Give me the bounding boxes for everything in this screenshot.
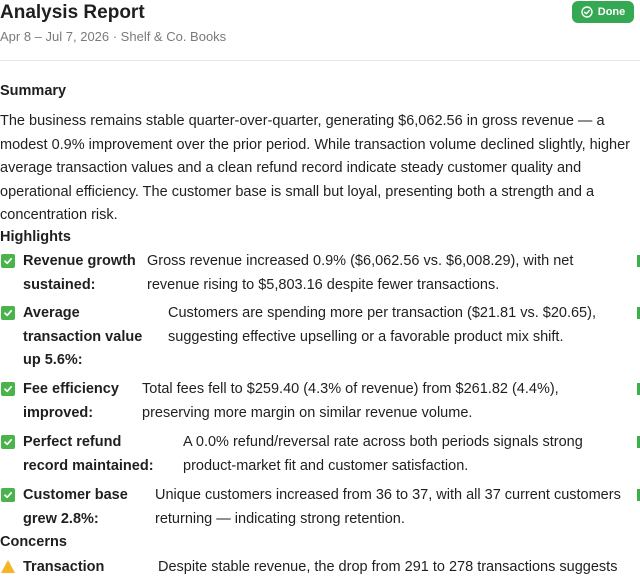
highlight-label: Average transaction value up 5.6%: bbox=[23, 305, 143, 368]
highlight-label: Customer base grew 2.8%: bbox=[23, 487, 128, 527]
highlight-desc: Unique customers increased from 36 to 37, with all 37 current customers returning — indicating strong retention. bbox=[155, 487, 621, 527]
highlight-desc: Customers are spending more per transaction ($21.81 vs. $20.65), suggesting effective upselling or a favorable product mix shift. bbox=[168, 305, 596, 345]
concerns-heading: Concerns bbox=[0, 534, 67, 550]
highlight-desc: Gross revenue increased 0.9% ($6,062.56 vs. $6,008.29), with net revenue rising to $5,803.16 despite fewer transactions. bbox=[147, 253, 574, 293]
summary-text: The business remains stable quarter-over-quarter, generating $6,062.56 in gross revenue — a modest 0.9% improvement over the prior period. While transaction volume declined slightly, higher average transaction values and a clean refund record indicate steady customer quality and operational efficiency. The customer base is small but loyal, presenting both a strength and a concentration risk. bbox=[0, 113, 630, 223]
green-check-icon bbox=[1, 306, 15, 320]
done-button-label: Done bbox=[597, 6, 626, 18]
green-check-icon bbox=[1, 488, 15, 502]
green-check-icon bbox=[1, 382, 15, 396]
page-title: Analysis Report bbox=[0, 2, 145, 23]
check-circle-icon bbox=[581, 6, 593, 18]
warning-icon bbox=[1, 560, 15, 573]
green-check-icon bbox=[1, 254, 15, 268]
concern-label: Transaction bbox=[23, 559, 105, 575]
summary-heading: Summary bbox=[0, 83, 67, 99]
report-header bbox=[0, 0, 640, 61]
done-button[interactable] bbox=[572, 1, 634, 23]
highlight-label: Revenue growth sustained: bbox=[23, 253, 136, 293]
green-check-icon bbox=[1, 435, 15, 449]
highlight-desc: Total fees fell to $259.40 (4.3% of revenue) from $261.82 (4.4%), preserving more margin on similar revenue volume. bbox=[142, 381, 559, 421]
highlight-label: Perfect refund record maintained: bbox=[23, 434, 154, 474]
highlights-heading: Highlights bbox=[0, 229, 71, 245]
highlight-desc: A 0.0% refund/reversal rate across both periods signals strong product-market fit and customer satisfaction. bbox=[183, 434, 583, 474]
concern-desc: Despite stable revenue, the drop from 291 to 278 transactions suggests bbox=[158, 559, 618, 575]
highlight-label: Fee efficiency improved: bbox=[23, 381, 119, 421]
report-subtitle: Apr 8 – Jul 7, 2026 · Shelf & Co. Books bbox=[0, 29, 227, 44]
